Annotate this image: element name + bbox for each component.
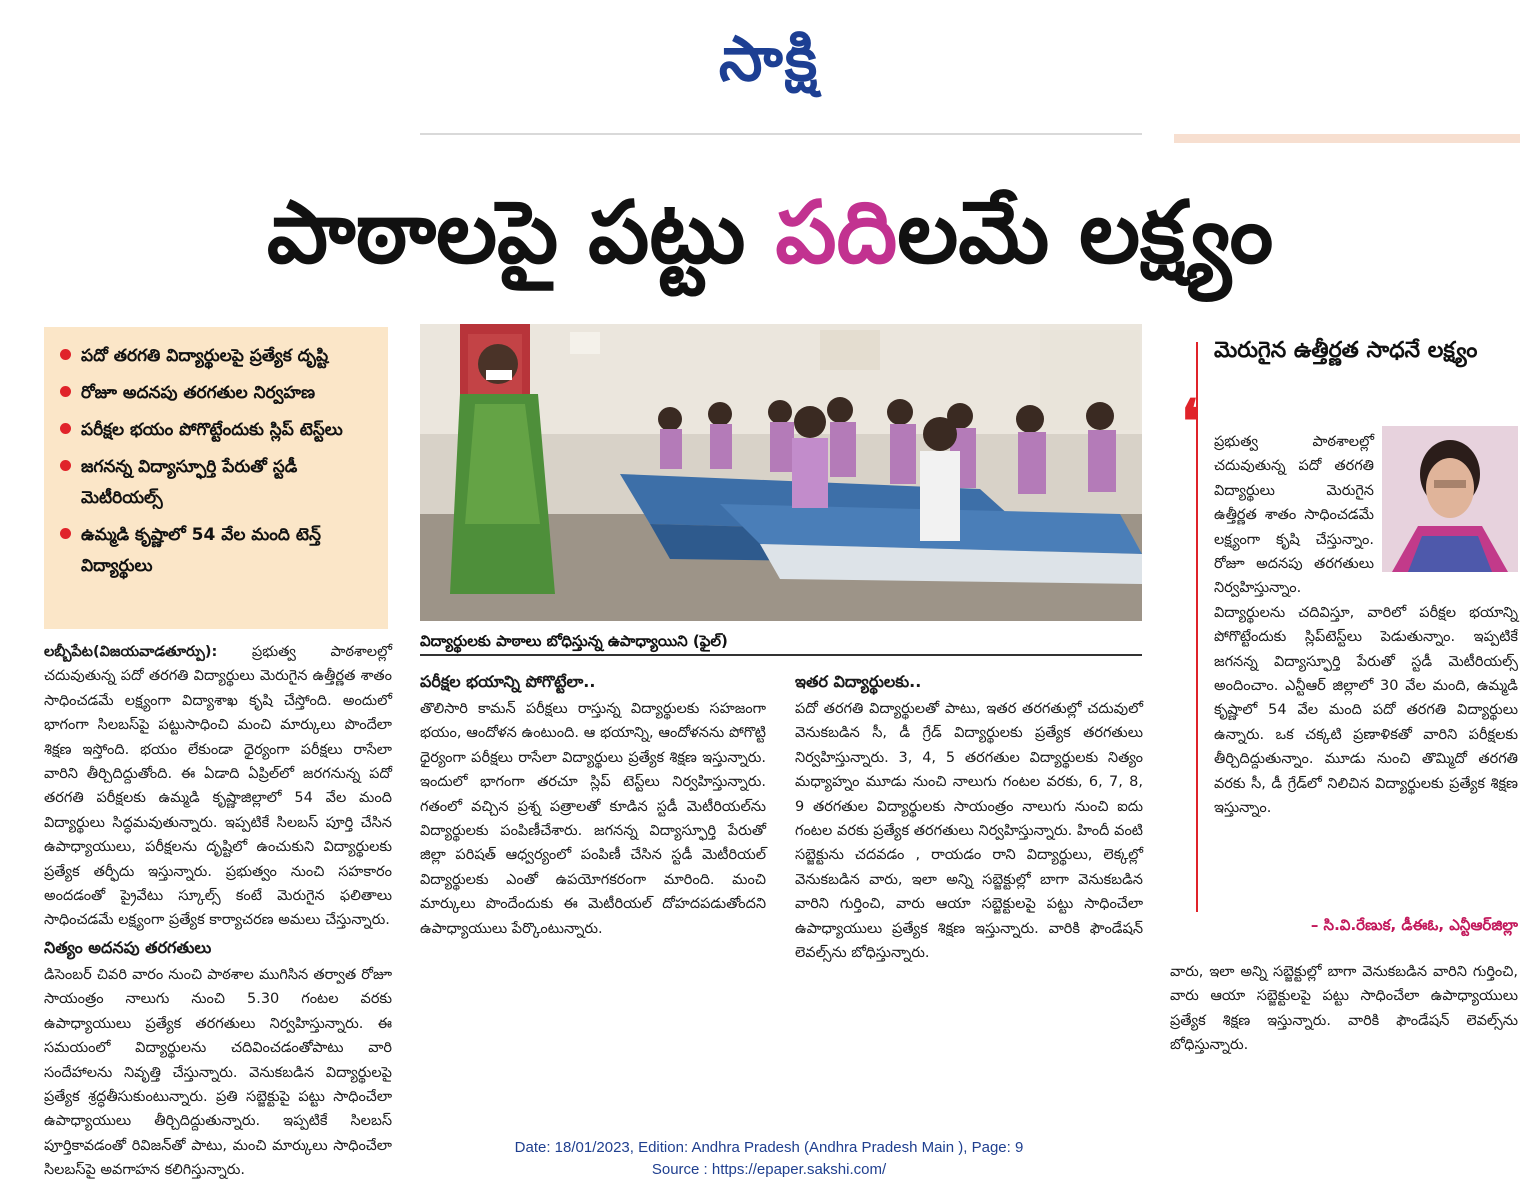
photo-caption: విద్యార్థులకు పాఠాలు బోధిస్తున్న ఉపాధ్యాయిని (ఫైల్) (420, 632, 728, 650)
masthead-logo: సాక్షి (718, 22, 820, 95)
bullet-icon (60, 528, 71, 539)
quote-signature: – సి.వి.రేణుక, డీఈఓ, ఎన్టీఆర్‌జిల్లా (1310, 916, 1518, 934)
article-paragraph: డిసెంబర్ చివరి వారం నుంచి పాఠశాల ముగిసిన తర్వాత రోజూ సాయంత్రం నాలుగు నుంచి 5.30 గంటల వరకు ఉపాధ్యాయులు ప్రత్యేక తరగతులు నిర్వహిస్తున్నారు. ఈ సమయంలో విద్యార్థులను చదివించడంతోపాటు వారి సందేహాలను నివృత్తి చేస్తున్నారు. వెనుకబడిన విద్యార్థులపై ప్రత్యేక శ్రద్ధతీసుకుంటున్నారు. ప్రతి సబ్జెక్టుపై పట్టు సాధించేలా ఉపాధ్యాయులు తీర్చిదిద్దుతున్నారు. ఇప్పటికే సిలబస్ పూర్తికావడంతో రివిజన్‌తో పాటు, మంచి మార్కులు సాధించేలా సిలబస్‌పై అవగాహన కలిగిస్తున్నారు. (44, 966, 392, 1179)
highlight-item: జగనన్న విద్యాస్ఫూర్తి పేరుతో స్టడీ మెటీరియల్స్ (60, 452, 378, 514)
headline-accent: పది (775, 183, 898, 283)
quote-title: మెరుగైన ఉత్తీర్ణత సాధనే లక్ష్యం (1214, 338, 1478, 363)
article-paragraph: తొలిసారి కామన్ పరీక్షలు రాస్తున్న విద్యార్థులకు సహజంగా భయం, ఆందోళన ఉంటుంది. ఆ భయాన్ని, ఆందోళనను పోగొట్టి ధైర్యంగా పరీక్షలు రాసేలా విద్యార్థులు ప్రత్యేక శిక్షణ ఇస్తున్నారు. ఇందులో భాగంగా తరచూ స్లిప్ టెస్ట్‌లు నిర్వహిస్తున్నారు. గతంలో వచ్చిన ప్రశ్న పత్రాలతో కూడిన స్టడీ మెటీరియల్‌ను విద్యార్థులకు పంపిణీచేశారు. జగనన్న విద్యాస్ఫూర్తి పేరుతో జిల్లా పరిషత్ ఆధ్వర్యంలో పంపిణీ చేసిన స్టడీ మెటీరియల్ విద్యార్థులకు ఎంతో ఉపయోగకరంగా మారింది. మంచి మార్కులు పొందేందుకు ఈ మెటీరియల్ దోహదపడుతోందని ఉపాధ్యాయులు పేర్కొంటున్నారు. (420, 701, 766, 937)
highlight-item: పరీక్షల భయం పోగొట్టేందుకు స్లిప్ టెస్ట్‌లు (60, 415, 378, 446)
source-link[interactable]: Source : https://epaper.sakshi.com/ (651, 1161, 887, 1178)
masthead-rule (420, 133, 1142, 135)
bullet-icon (60, 423, 71, 434)
quote-mark-icon: ❛ (1181, 387, 1201, 457)
highlight-item: పదో తరగతి విద్యార్థులపై ప్రత్యేక దృష్టి (60, 341, 378, 372)
subheading: పరీక్షల భయాన్ని పోగొట్టేలా.. (420, 672, 596, 691)
bullet-icon (60, 349, 71, 360)
headline-part2: లమే లక్ష్యం (897, 183, 1274, 283)
highlight-item: రోజూ అదనపు తరగతుల నిర్వహణ (60, 378, 378, 409)
bullet-icon (60, 386, 71, 397)
article-column-3 (795, 667, 1143, 1104)
headline (30, 168, 1510, 298)
article-column-2 (420, 667, 766, 1104)
official-portrait (1382, 426, 1518, 572)
article-paragraph-continued: వారు, ఇలా అన్ని సబ్జెక్టుల్లో బాగా వెనుకబడిన వారిని గుర్తించి, వారు ఆయా సబ్జెక్టులపై పట్టు సాధించేలా ఉపాధ్యాయులు ప్రత్యేక శిక్షణ ఇస్తున్నారు. వారికి ఫౌండేషన్ లెవల్స్‌ను బోధిస్తున్నారు. (1170, 964, 1518, 1054)
headline-part1: పాఠాలపై పట్టు (266, 183, 776, 283)
quote-text: ప్రభుత్వ పాఠశాలల్లో చదువుతున్న పదో తరగతి విద్యార్థులు మెరుగైన ఉత్తీర్ణత శాతం సాధించడమే లక్ష్యంగా కృషి చేస్తున్నాం. రోజూ అదనపు తరగతులు నిర్వహిస్తున్నాం. విద్యార్థులను చదివిస్తూ, వారిలో పరీక్షల భయాన్ని పోగొట్టేందుకు స్లిప్‌టెస్ట్‌లు పెడుతున్నాం. ఇప్పటికే జగనన్న విద్యాస్ఫూర్తి పేరుతో స్టడీ మెటీరియల్స్ అందించాం. ఎన్టీఆర్ జిల్లాలో 30 వేల మంది, ఉమ్మడి కృష్ణాలో 54 వేల మంది పదో తరగతి విద్యార్థులు ఉన్నారు. ఒక చక్కటి ప్రణాళికతో వారిని పరీక్షలకు తీర్చిదిద్దుతున్నాం. మూడు నుంచి తొమ్మిదో తరగతి వరకు సీ, డీ గ్రేడ్‌లో నిలిచిన విద్యార్థులకు ప్రత్యేక శిక్షణ ఇస్తున్నాం. (1214, 430, 1518, 910)
highlight-item: ఉమ్మడి కృష్ణాలో 54 వేల మంది టెన్త్ విద్యార్థులు (60, 520, 378, 582)
masthead-rule-right (1174, 134, 1520, 143)
article-paragraph: లబ్బీపేట(విజయవాడతూర్పు): ప్రభుత్వ పాఠశాలల్లో చదువుతున్న పదో తరగతి విద్యార్థులు మెరుగైన ఉత్తీర్ణత శాతం సాధించడమే లక్ష్యంగా విద్యాశాఖ కృషి చేస్తోంది. అందులో భాగంగా సిలబస్‌పై పట్టుసాధించి మంచి మార్కులు పొందేలా శిక్షణ ఇస్తోంది. భయం లేకుండా ధైర్యంగా పరీక్షలు రాసేలా వారిని తీర్చిదిద్దుతోంది. ఈ ఏడాది ఏప్రిల్‌లో జరగనున్న పదో తరగతి పరీక్షలకు ఉమ్మడి కృష్ణాజిల్లాలో 54 వేల మంది విద్యార్థులు సిద్ధమవుతున్నారు. ఇప్పటికే సిలబస్ పూర్తి చేసిన ఉపాధ్యాయులు, పరీక్షలను దృష్టిలో ఉంచుకుని విద్యార్థులకు ప్రత్యేక తర్ఫీదు ఇస్తున్నారు. ప్రభుత్వం నుంచి సహకారం అందడంతో ప్రైవేటు స్కూల్స్ కంటే మెరుగైన ఫలితాలు సాధించడమే లక్ష్యంగా ప్రత్యేక కార్యాచరణ అమలు చేస్తున్నారు. (44, 644, 392, 929)
classroom-photo (420, 324, 1142, 621)
highlights-box (44, 327, 388, 629)
subheading: నిత్యం అదనపు తరగతులు (44, 937, 212, 957)
caption-rule (420, 654, 1142, 656)
article-column-1 (44, 640, 392, 1179)
bullet-icon (60, 460, 71, 471)
article-column-4 (1170, 960, 1518, 1104)
edition-info: Date: 18/01/2023, Edition: Andhra Pradesh (Andhra Pradesh Main ), Page: 9 (514, 1139, 1024, 1156)
article-paragraph: పదో తరగతి విద్యార్థులతో పాటు, ఇతర తరగతుల్లో చదువులో వెనుకబడిన సీ, డీ గ్రేడ్ విద్యార్థులకు ప్రత్యేక తరగతులు నిర్వహిస్తున్నారు. 3, 4, 5 తరగతుల విద్యార్థులకు నిత్యం మధ్యాహ్నం మూడు నుంచి నాలుగు గంటల వరకు, 6, 7, 8, 9 తరగతుల విద్యార్థులకు సాయంత్రం నాలుగు నుంచి ఐదు గంటల వరకు ప్రత్యేక తరగతులు నిర్వహిస్తున్నారు. హిందీ వంటి సబ్జెక్టును చదవడం , రాయడం రాని విద్యార్థులు, లెక్కల్లో వెనుకబడిన వారు, ఇలా అన్ని సబ్జెక్టుల్లో బాగా వెనుకబడిన వారిని గుర్తించి, వారు ఆయా సబ్జెక్టులపై పట్టు సాధించేలా ఉపాధ్యాయులు ప్రత్యేక శిక్షణ ఇస్తున్నారు. వారికి ఫౌండేషన్ లెవల్స్‌ను బోధిస్తున్నారు. (795, 701, 1143, 962)
dateline: లబ్బీపేట(విజయవాడతూర్పు): (44, 644, 218, 660)
subheading: ఇతర విద్యార్థులకు.. (795, 672, 922, 691)
